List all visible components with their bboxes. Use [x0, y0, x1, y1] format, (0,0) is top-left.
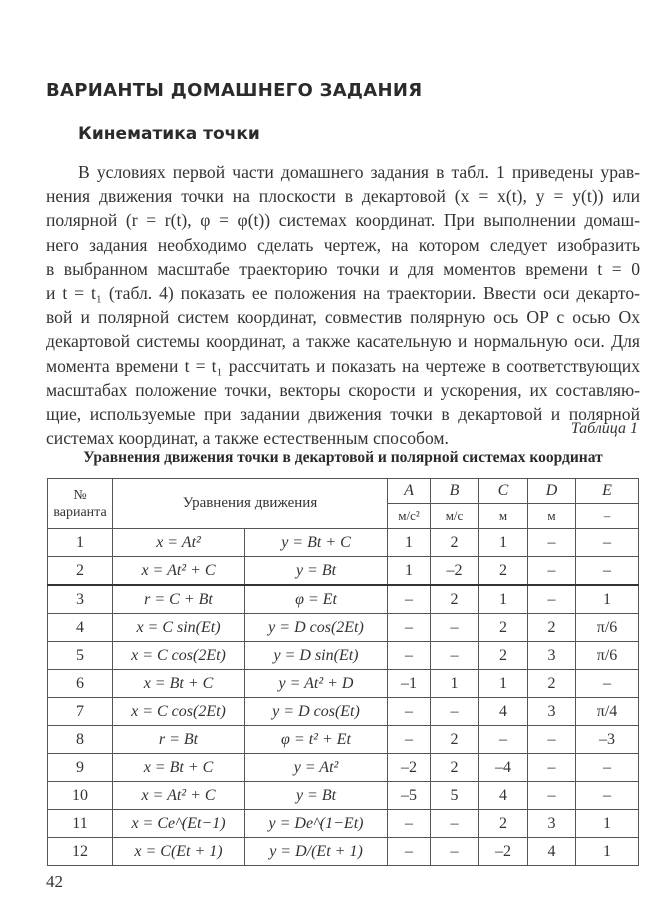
cell-param-b: 2	[431, 529, 479, 557]
paragraph-line: него задания необходимо сделать чертеж, на котором следует изобразить	[46, 234, 640, 255]
cell-param-d: 3	[528, 642, 576, 670]
cell-variant: 1	[48, 529, 113, 557]
cell-param-e: –	[576, 782, 639, 810]
paragraph-line: масштабах положение точки, векторы скорости и ускорения, их составляю-	[46, 379, 640, 400]
cell-param-c: 1	[479, 670, 528, 698]
table-row	[48, 698, 639, 726]
cell-equation: φ = t² + Et	[245, 726, 388, 754]
cell-param-c: 4	[479, 782, 528, 810]
cell-param-e: 1	[576, 838, 639, 866]
cell-equation: y = D/(Et + 1)	[245, 838, 388, 866]
cell-equation: x = C cos(2Et)	[113, 642, 245, 670]
table-caption: Уравнения движения точки в декартовой и полярной системах координат	[83, 449, 603, 466]
header-param-e: E	[576, 479, 639, 504]
table-row	[48, 838, 639, 866]
header-variant-line1: №	[73, 487, 87, 503]
cell-param-d: 3	[528, 810, 576, 838]
cell-param-e: –	[576, 670, 639, 698]
paragraph-line: нения движения точки на плоскости в декартовой (x = x(t), y = y(t)) или	[46, 186, 640, 207]
header-param-b: B	[431, 479, 479, 504]
cell-param-c: 1	[479, 529, 528, 557]
cell-param-b: 2	[431, 754, 479, 782]
cell-param-a: 1	[388, 529, 431, 557]
section-title: ВАРИАНТЫ ДОМАШНЕГО ЗАДАНИЯ	[46, 80, 423, 101]
unit-d: м	[528, 504, 576, 529]
cell-param-c: 2	[479, 614, 528, 642]
cell-variant: 3	[48, 585, 113, 614]
cell-param-c: 2	[479, 810, 528, 838]
cell-equation: x = At² + C	[113, 557, 245, 586]
table-row	[48, 585, 639, 614]
cell-variant: 8	[48, 726, 113, 754]
cell-param-b: –2	[431, 557, 479, 586]
paragraph-line: декартовой системы координат, а также касательную и нормальную оси. Для	[46, 331, 640, 352]
cell-equation: x = Ce^(Et−1)	[113, 810, 245, 838]
cell-equation: x = Bt + C	[113, 670, 245, 698]
cell-equation: φ = Et	[245, 585, 388, 614]
cell-param-e: 1	[576, 810, 639, 838]
cell-param-e: –3	[576, 726, 639, 754]
cell-param-b: 1	[431, 670, 479, 698]
header-variant-line2: варианта	[53, 504, 107, 520]
cell-param-b: –	[431, 838, 479, 866]
cell-param-a: –	[388, 614, 431, 642]
header-param-a: A	[388, 479, 431, 504]
cell-equation: y = D cos(2Et)	[245, 614, 388, 642]
header-row-params	[48, 479, 639, 504]
cell-equation: x = At²	[113, 529, 245, 557]
cell-param-a: 1	[388, 557, 431, 586]
paragraph-line: системах координат, а также естественным способом.	[46, 428, 449, 449]
unit-e: –	[576, 504, 639, 529]
cell-param-d: –	[528, 726, 576, 754]
header-equations: Уравнения движения	[113, 479, 388, 529]
table-row	[48, 782, 639, 810]
cell-param-d: 3	[528, 698, 576, 726]
unit-b: м/с	[431, 504, 479, 529]
cell-param-d: 4	[528, 838, 576, 866]
table-row	[48, 810, 639, 838]
cell-param-c: 2	[479, 557, 528, 586]
body-paragraph	[46, 160, 640, 450]
paragraph-line: в выбранном масштабе траекторию точки и для моментов времени t = 0	[46, 258, 640, 279]
header-param-c: C	[479, 479, 528, 504]
cell-param-b: 2	[431, 726, 479, 754]
cell-param-a: –2	[388, 754, 431, 782]
cell-variant: 4	[48, 614, 113, 642]
table-row	[48, 557, 639, 586]
cell-param-d: –	[528, 782, 576, 810]
paragraph-line: и t = t₁ (табл. 4) показать ее положения на траектории. Ввести оси декарто-	[46, 283, 640, 304]
cell-equation: x = Bt + C	[113, 754, 245, 782]
cell-param-e: 1	[576, 585, 639, 614]
unit-c: м	[479, 504, 528, 529]
cell-param-d: 2	[528, 614, 576, 642]
table-row	[48, 754, 639, 782]
cell-equation: y = De^(1−Et)	[245, 810, 388, 838]
cell-equation: r = C + Bt	[113, 585, 245, 614]
cell-equation: y = Bt	[245, 782, 388, 810]
subsection-title: Кинематика точки	[78, 124, 260, 144]
cell-variant: 11	[48, 810, 113, 838]
cell-param-a: –	[388, 585, 431, 614]
cell-param-b: 2	[431, 585, 479, 614]
cell-param-b: –	[431, 642, 479, 670]
cell-param-e: π/6	[576, 614, 639, 642]
cell-param-e: –	[576, 754, 639, 782]
cell-param-e: π/4	[576, 698, 639, 726]
cell-param-b: –	[431, 698, 479, 726]
cell-param-c: 4	[479, 698, 528, 726]
paragraph-line: В условиях первой части домашнего задания в табл. 1 приведены урав-	[78, 162, 640, 182]
cell-variant: 12	[48, 838, 113, 866]
paragraph-line: щие, используемые при задании движения точки в декартовой и полярной	[46, 404, 640, 425]
header-variant	[48, 479, 113, 529]
cell-param-a: –	[388, 642, 431, 670]
cell-equation: y = D sin(Et)	[245, 642, 388, 670]
table-row	[48, 529, 639, 557]
table-body	[48, 529, 639, 866]
table-row	[48, 726, 639, 754]
cell-param-a: –5	[388, 782, 431, 810]
cell-param-d: –	[528, 754, 576, 782]
unit-a: м/с²	[388, 504, 431, 529]
cell-param-a: –1	[388, 670, 431, 698]
cell-param-b: –	[431, 614, 479, 642]
cell-equation: y = At²	[245, 754, 388, 782]
paragraph-line: момента времени t = t₁ рассчитать и показать на чертеже в соответствующих	[46, 355, 640, 376]
cell-equation: y = Bt	[245, 557, 388, 586]
cell-param-c: –2	[479, 838, 528, 866]
cell-param-b: –	[431, 810, 479, 838]
cell-variant: 7	[48, 698, 113, 726]
cell-variant: 6	[48, 670, 113, 698]
table-row	[48, 614, 639, 642]
cell-equation: x = C cos(2Et)	[113, 698, 245, 726]
cell-param-b: 5	[431, 782, 479, 810]
cell-equation: y = At² + D	[245, 670, 388, 698]
table-row	[48, 642, 639, 670]
cell-param-c: –	[479, 726, 528, 754]
cell-param-d: –	[528, 585, 576, 614]
cell-param-a: –	[388, 726, 431, 754]
cell-variant: 10	[48, 782, 113, 810]
paragraph-line: полярной (r = r(t), φ = φ(t)) системах координат. При выполнении домаш-	[46, 210, 640, 231]
cell-param-a: –	[388, 838, 431, 866]
cell-equation: y = D cos(Et)	[245, 698, 388, 726]
cell-equation: x = At² + C	[113, 782, 245, 810]
table-label: Таблица 1	[570, 420, 638, 437]
motion-equations-table	[47, 478, 639, 866]
paragraph-line: вой и полярной систем координат, совместив полярную ось OP с осью Ox	[46, 307, 640, 328]
cell-param-c: 2	[479, 642, 528, 670]
table-row	[48, 670, 639, 698]
cell-equation: x = C sin(Et)	[113, 614, 245, 642]
cell-equation: y = Bt + C	[245, 529, 388, 557]
page-number: 42	[46, 872, 63, 891]
cell-param-e: π/6	[576, 642, 639, 670]
cell-equation: x = C(Et + 1)	[113, 838, 245, 866]
cell-param-c: –4	[479, 754, 528, 782]
header-param-d: D	[528, 479, 576, 504]
cell-param-d: 2	[528, 670, 576, 698]
cell-variant: 5	[48, 642, 113, 670]
cell-variant: 2	[48, 557, 113, 586]
cell-equation: r = Bt	[113, 726, 245, 754]
cell-param-d: –	[528, 557, 576, 586]
cell-param-e: –	[576, 557, 639, 586]
cell-param-a: –	[388, 698, 431, 726]
cell-param-d: –	[528, 529, 576, 557]
cell-param-a: –	[388, 810, 431, 838]
cell-param-c: 1	[479, 585, 528, 614]
cell-param-e: –	[576, 529, 639, 557]
cell-variant: 9	[48, 754, 113, 782]
